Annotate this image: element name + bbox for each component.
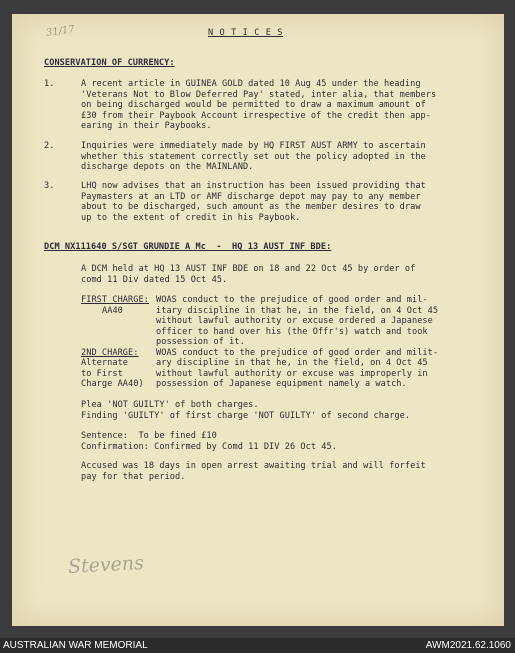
item-line: whether this statement correctly set out the policy adopted in the <box>81 151 426 162</box>
charge-line: officer to hand over his (the Offr's) watch and took <box>156 326 428 337</box>
item-line: 'Veterans Not to Blow Deferred Pay' stated, inter alia, that members <box>81 89 437 100</box>
item-line: LHQ now advises that an instruction has been issued providing that <box>81 181 426 191</box>
item-line: about to be discharged, such amount as the member desires to draw <box>81 202 421 212</box>
charge-line: without lawful authority or excuse was improperly in <box>156 368 428 379</box>
confirmation-line: Confirmation: Confirmed by Comd 11 DIV 26 Oct 45. <box>81 441 337 452</box>
dcm-intro-line: comd 11 Div dated 15 Oct 45. <box>81 274 228 285</box>
first-charge-label: FIRST CHARGE: <box>81 295 149 305</box>
second-charge-sub: Alternate <box>81 358 129 368</box>
dcm-intro-line: A DCM held at HQ 13 AUST INF BDE on 18 and 22 Oct 45 by order of <box>81 264 416 274</box>
charge-line: without lawful authority or excuse ordered a Japanese <box>156 316 433 326</box>
item-line: discharge depots on the MAINLAND. <box>81 162 254 172</box>
item-number: 3. <box>44 181 55 191</box>
first-charge-ref: AA40 <box>102 305 123 316</box>
item-number: 2. <box>44 141 55 151</box>
final-line: pay for that period. <box>81 471 186 482</box>
second-charge-sub: to First <box>81 368 123 379</box>
item-line: up to the extent of credit in his Paybook. <box>81 212 301 223</box>
charge-line: possession of Japanese equipment namely a watch. <box>156 379 407 389</box>
charge-line: itary discipline in that he, in the field, on 4 Oct 45 <box>156 305 439 316</box>
section-heading-currency: CONSERVATION OF CURRENCY: <box>44 58 175 68</box>
charge-line: WOAS conduct to the prejudice of good order and milit- <box>156 347 439 358</box>
second-charge-label: 2ND CHARGE: <box>81 347 139 358</box>
plea-line: Plea 'NOT GUILTY' of both charges. <box>81 400 259 410</box>
item-line: earing in their Paybooks. <box>81 121 212 131</box>
sentence-line: Sentence: To be fined £10 <box>81 431 217 441</box>
item-line: Inquiries were immediately made by HQ FIRST AUST ARMY to ascertain <box>81 141 426 151</box>
item-line: on being discharged would be permitted to draw a maximum amount of <box>81 100 426 110</box>
second-charge-sub: Charge AA40) <box>81 379 144 389</box>
charge-line: WOAS conduct to the prejudice of good order and mil- <box>156 295 428 305</box>
archive-footer <box>0 638 515 653</box>
final-line: Accused was 18 days in open arrest awaiting trial and will forfeit <box>81 461 426 471</box>
item-line: Paymasters at an LTD or AMF discharge depot may pay to any member <box>81 191 421 202</box>
section-heading-dcm: DCM NX111640 S/SGT GRUNDIE A Mc - HQ 13 AUST INF BDE: <box>44 242 332 252</box>
charge-line: possession of it. <box>156 337 245 347</box>
archive-reference: AWM2021.62.1060 <box>425 640 511 651</box>
document-title: N O T I C E S <box>208 28 284 38</box>
pencil-reference: 31/17 <box>45 24 76 39</box>
item-number: 1. <box>44 79 55 89</box>
item-line: A recent article in GUINEA GOLD dated 10 Aug 45 under the heading <box>81 79 421 89</box>
finding-line: Finding 'GUILTY' of first charge 'NOT GUILTY' of second charge. <box>81 410 411 421</box>
charge-line: ary discipline in that he, in the field, on 4 Oct 45 <box>156 358 428 368</box>
pencil-signature: Stevens <box>67 552 145 578</box>
item-line: £30 from their Paybook Account irrespective of the credit then app- <box>81 110 431 121</box>
archive-name: AUSTRALIAN WAR MEMORIAL <box>3 640 148 651</box>
document-page <box>12 14 504 626</box>
